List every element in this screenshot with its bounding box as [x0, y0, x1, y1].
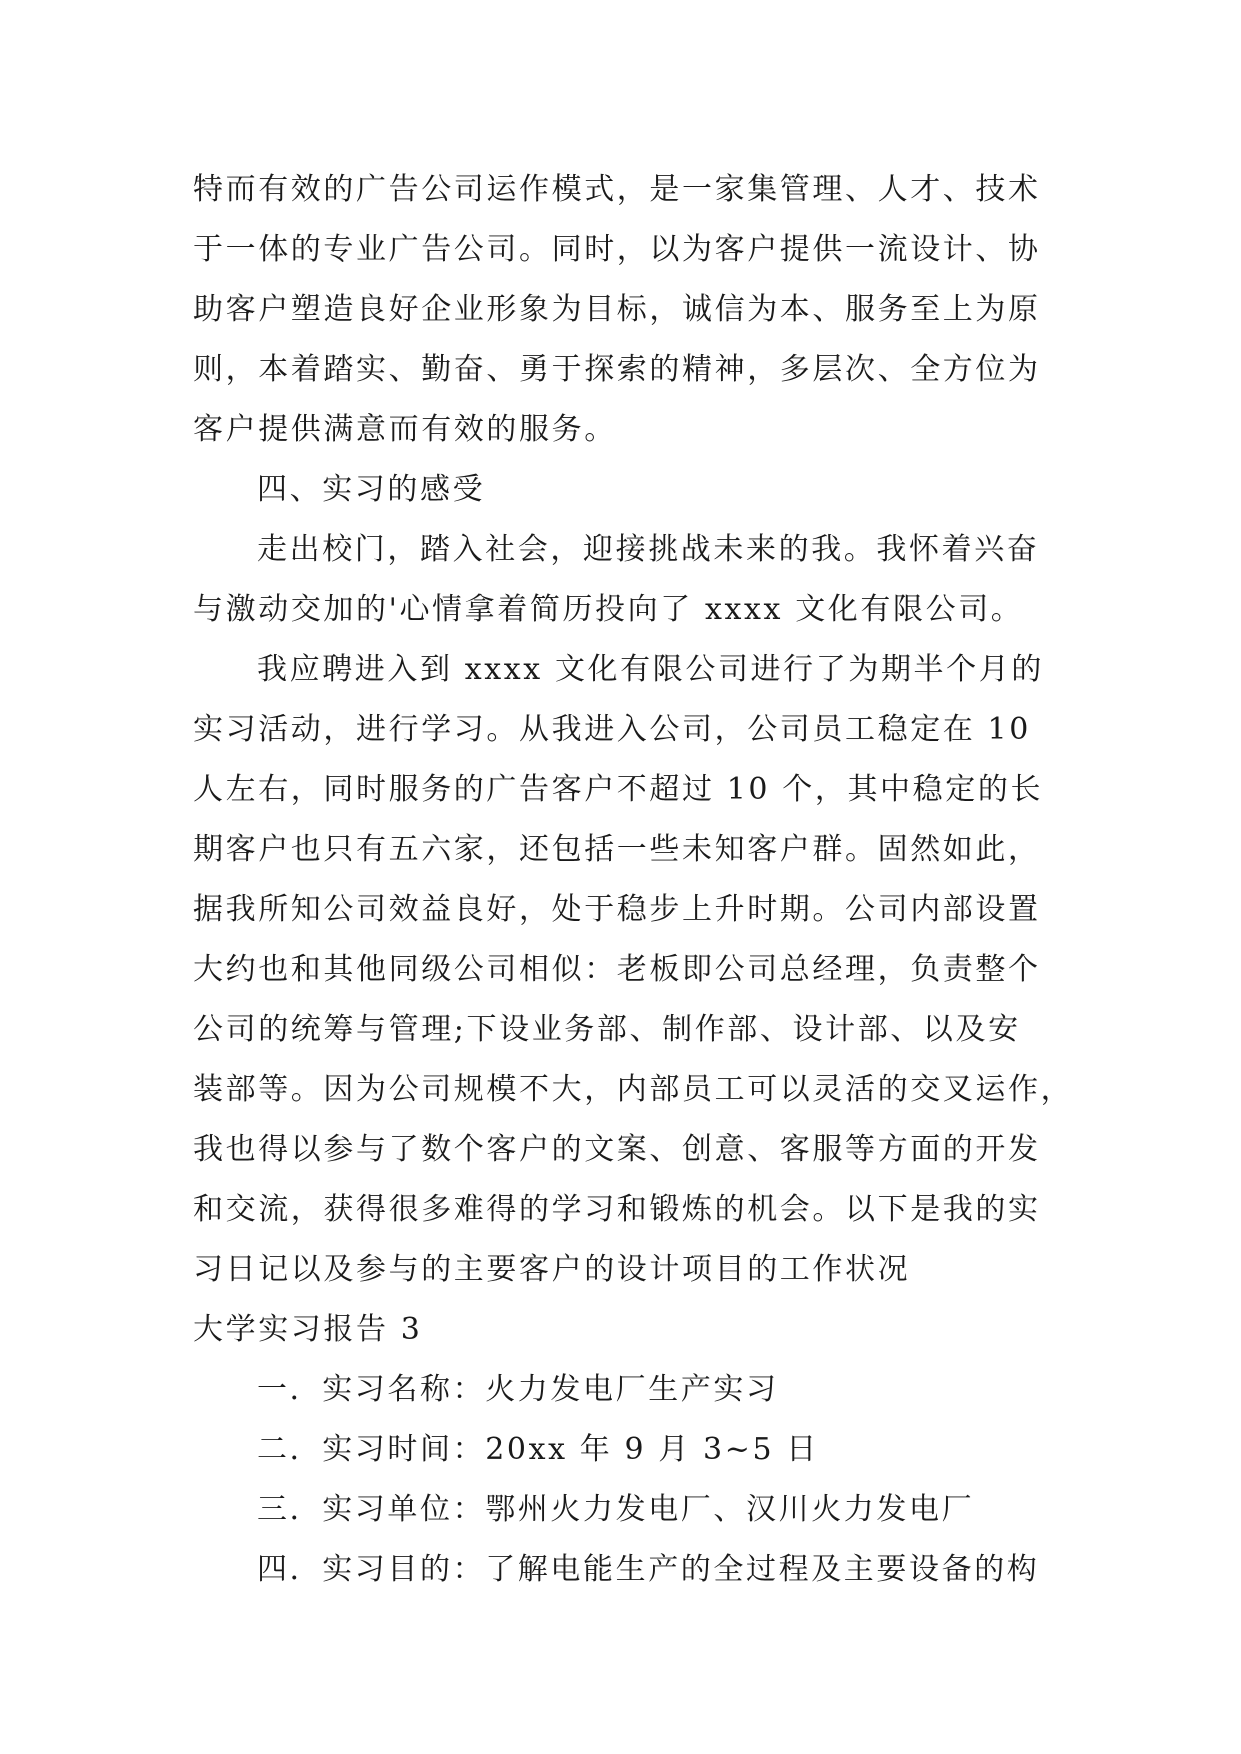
text-line: 则，本着踏实、勤奋、勇于探索的精神，多层次、全方位为 — [193, 352, 1041, 387]
text-line: 实习活动，进行学习。从我进入公司，公司员工稳定在 10 — [193, 712, 1031, 747]
document-page — [193, 160, 1074, 1600]
text-line: 装部等。因为公司规模不大，内部员工可以灵活的交叉运作， — [193, 1072, 1074, 1107]
text-line: 四、实习的感受 — [257, 472, 486, 507]
text-line: 于一体的专业广告公司。同时，以为客户提供一流设计、协 — [193, 232, 1041, 267]
text-line: 据我所知公司效益良好，处于稳步上升时期。公司内部设置 — [193, 892, 1041, 927]
text-line: 大约也和其他同级公司相似：老板即公司总经理，负责整个 — [193, 952, 1041, 987]
text-line: 助客户塑造良好企业形象为目标，诚信为本、服务至上为原 — [193, 292, 1041, 327]
text-line: 我也得以参与了数个客户的文案、创意、客服等方面的开发 — [193, 1132, 1041, 1167]
text-line: 一．实习名称：火力发电厂生产实习 — [257, 1372, 779, 1407]
text-line: 三．实习单位：鄂州火力发电厂、汉川火力发电厂 — [257, 1492, 975, 1527]
text-line: 期客户也只有五六家，还包括一些未知客户群。固然如此， — [193, 832, 1041, 867]
text-line: 特而有效的广告公司运作模式，是一家集管理、人才、技术 — [193, 172, 1041, 207]
text-line: 和交流，获得很多难得的学习和锻炼的机会。以下是我的实 — [193, 1192, 1041, 1227]
text-line: 我应聘进入到 xxxx 文化有限公司进行了为期半个月的 — [257, 652, 1044, 687]
text-line: 二．实习时间：20xx 年 9 月 3~5 日 — [257, 1432, 819, 1467]
text-line: 习日记以及参与的主要客户的设计项目的工作状况 — [193, 1252, 911, 1287]
text-line: 人左右，同时服务的广告客户不超过 10 个，其中稳定的长 — [193, 772, 1044, 807]
text-line: 大学实习报告 3 — [193, 1312, 423, 1347]
text-line: 公司的统筹与管理;下设业务部、制作部、设计部、以及安 — [193, 1012, 1021, 1047]
text-line: 与激动交加的'心情拿着简历投向了 xxxx 文化有限公司。 — [193, 592, 1024, 627]
text-line: 四．实习目的：了解电能生产的全过程及主要设备的构 — [257, 1552, 1040, 1587]
text-line: 走出校门，踏入社会，迎接挑战未来的我。我怀着兴奋 — [257, 532, 1040, 567]
text-line: 客户提供满意而有效的服务。 — [193, 412, 617, 447]
